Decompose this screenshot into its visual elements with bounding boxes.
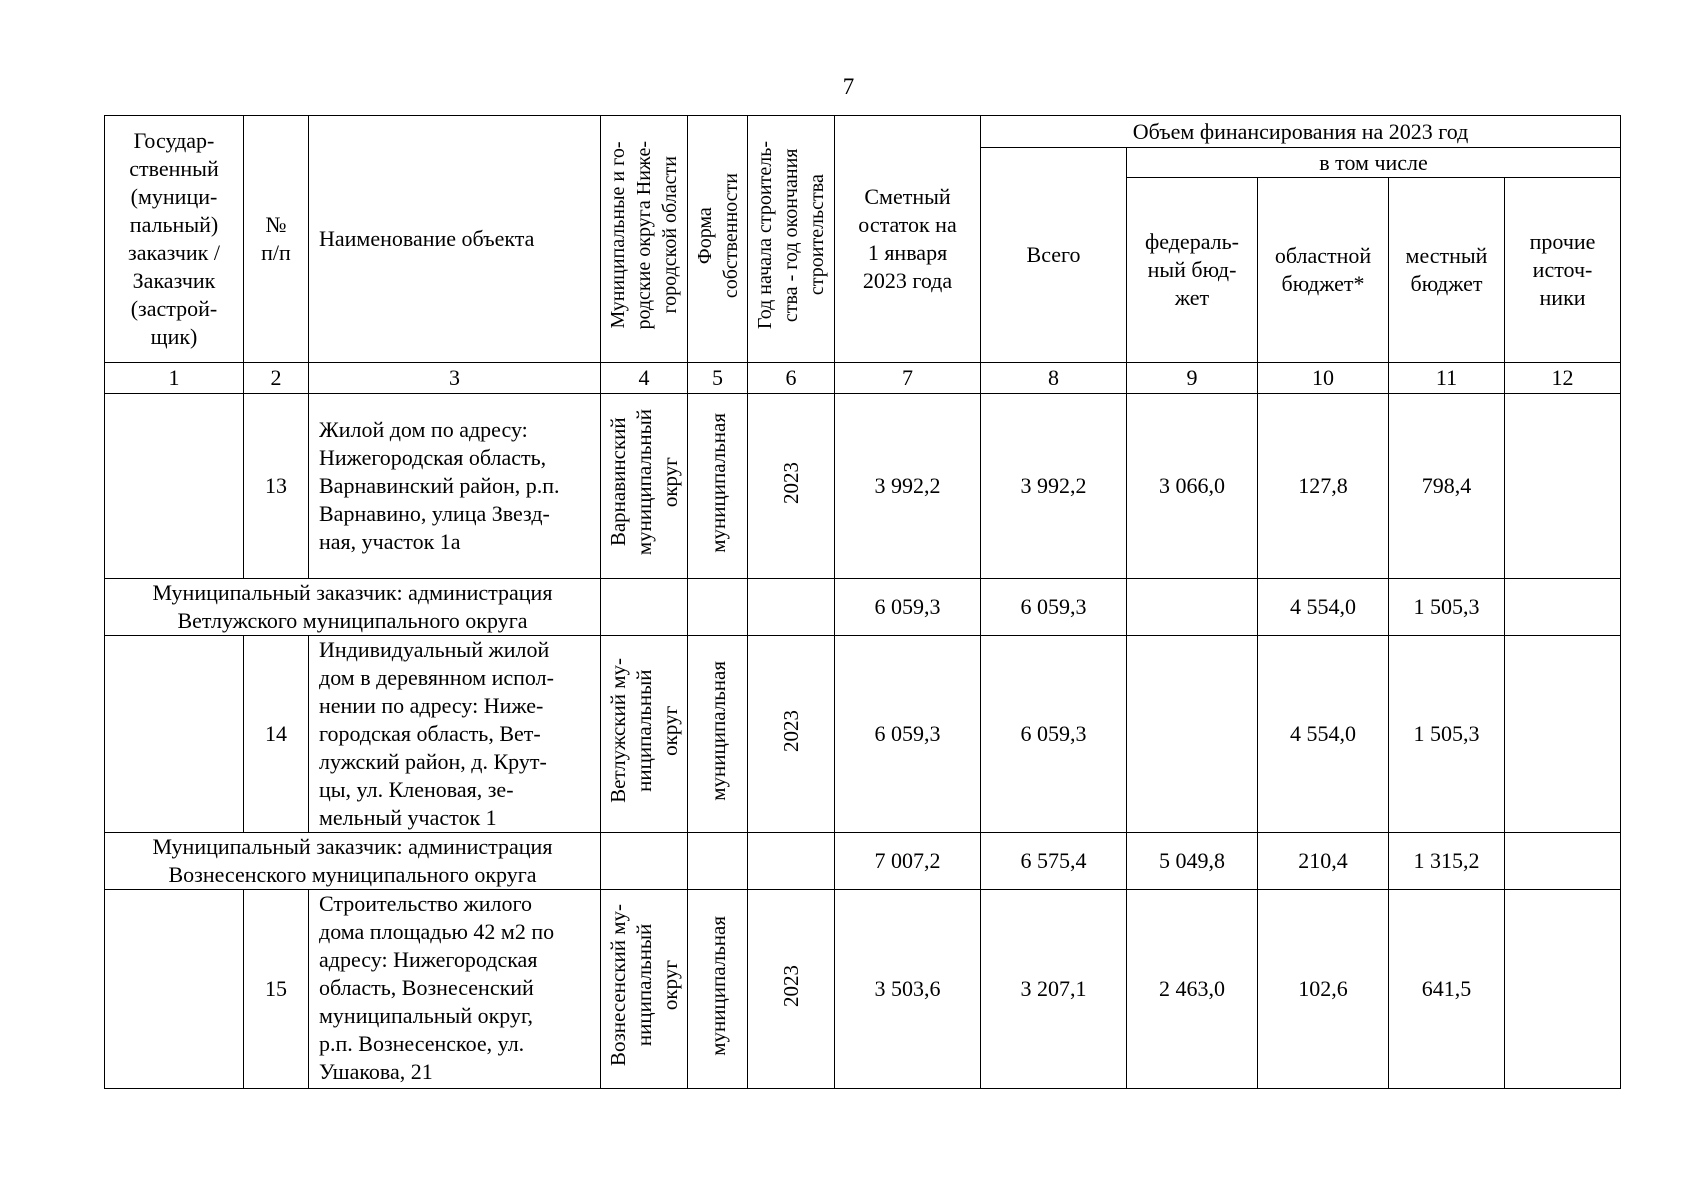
table-row-object-14 (105, 636, 1621, 833)
header-regional: областной бюджет* (1258, 178, 1389, 363)
cell-estimate: 6 059,3 (835, 636, 981, 833)
cell-total: 3 207,1 (981, 890, 1127, 1089)
cell-district (601, 833, 688, 890)
cell-total: 6 059,3 (981, 636, 1127, 833)
column-number: 2 (244, 363, 309, 394)
header-funding: Объем финансирования на 2023 год (981, 116, 1621, 148)
header-customer: Государ- ственный (муници- пальный) заказчик / Заказчик (застрой- щик) (105, 116, 244, 363)
cell-regional: 210,4 (1258, 833, 1389, 890)
column-numbers-row (105, 363, 1621, 394)
cell-other (1505, 890, 1621, 1089)
cell-federal: 5 049,8 (1127, 833, 1258, 890)
cell-local: 1 315,2 (1389, 833, 1505, 890)
cell-total: 6 575,4 (981, 833, 1127, 890)
cell-year (748, 579, 835, 636)
cell-local: 1 505,3 (1389, 579, 1505, 636)
cell-regional: 102,6 (1258, 890, 1389, 1089)
cell-ownership: муниципальная (688, 394, 748, 579)
cell-object-name: Строительство жилого дома площадью 42 м2 по адресу: Нижегородская область, Вознесенский муниципальный округ, р.п. Вознесенское, ул. Ушакова, 21 (309, 890, 601, 1089)
column-number: 4 (601, 363, 688, 394)
cell-other (1505, 579, 1621, 636)
column-number: 11 (1389, 363, 1505, 394)
financing-table (104, 115, 1621, 1089)
cell-year: 2023 (748, 394, 835, 579)
header-row-1 (105, 116, 1621, 148)
cell-total: 3 992,2 (981, 394, 1127, 579)
cell-district (601, 579, 688, 636)
cell-object-name: Индивидуальный жилой дом в деревянном испол- нении по адресу: Ниже- городская область, Вет- лужский район, д. Крут- цы, ул. Кленовая, зе- мельный участок 1 (309, 636, 601, 833)
cell-other (1505, 833, 1621, 890)
cell-local: 1 505,3 (1389, 636, 1505, 833)
table-row-object-15 (105, 890, 1621, 1089)
cell-ownership (688, 833, 748, 890)
header-local: местный бюджет (1389, 178, 1505, 363)
cell-ownership (688, 579, 748, 636)
column-number: 10 (1258, 363, 1389, 394)
cell-other (1505, 636, 1621, 833)
cell-customer (105, 890, 244, 1089)
column-number: 8 (981, 363, 1127, 394)
cell-total: 6 059,3 (981, 579, 1127, 636)
table-row-customer-vetluga (105, 579, 1621, 636)
header-total: Всего (981, 148, 1127, 363)
cell-regional: 4 554,0 (1258, 579, 1389, 636)
cell-other (1505, 394, 1621, 579)
cell-estimate: 3 503,6 (835, 890, 981, 1089)
header-years: Год начала строитель- ства - год окончания строительства (748, 116, 835, 363)
table-row-customer-voznesensk (105, 833, 1621, 890)
cell-district: Варнавинский муниципальный округ (601, 394, 688, 579)
header-including: в том числе (1127, 148, 1621, 178)
cell-regional: 4 554,0 (1258, 636, 1389, 833)
cell-customer-label: Муниципальный заказчик: администрация Ветлужского муниципального округа (105, 579, 601, 636)
header-ownership: Форма собственности (688, 116, 748, 363)
cell-customer (105, 394, 244, 579)
column-number: 7 (835, 363, 981, 394)
header-estimate: Сметный остаток на 1 января 2023 года (835, 116, 981, 363)
cell-num: 15 (244, 890, 309, 1089)
header-districts: Муниципальные и го- родские округа Ниже- городской области (601, 116, 688, 363)
column-number: 1 (105, 363, 244, 394)
cell-ownership: муниципальная (688, 636, 748, 833)
cell-object-name: Жилой дом по адресу: Нижегородская область, Варнавинский район, р.п. Варнавино, улица Звезд- ная, участок 1а (309, 394, 601, 579)
cell-local: 641,5 (1389, 890, 1505, 1089)
cell-district: Вознесенский му- ниципальный округ (601, 890, 688, 1089)
cell-num: 13 (244, 394, 309, 579)
page-number: 7 (842, 74, 855, 99)
header-federal: федераль- ный бюд- жет (1127, 178, 1258, 363)
column-number: 9 (1127, 363, 1258, 394)
cell-federal: 3 066,0 (1127, 394, 1258, 579)
cell-year (748, 833, 835, 890)
header-object-name: Наименование объекта (309, 116, 601, 363)
cell-num: 14 (244, 636, 309, 833)
cell-federal (1127, 579, 1258, 636)
cell-estimate: 6 059,3 (835, 579, 981, 636)
header-other: прочие источ- ники (1505, 178, 1621, 363)
cell-regional: 127,8 (1258, 394, 1389, 579)
cell-district: Ветлужский му- ниципальный округ (601, 636, 688, 833)
cell-year: 2023 (748, 890, 835, 1089)
cell-estimate: 3 992,2 (835, 394, 981, 579)
header-num: № п/п (244, 116, 309, 363)
column-number: 3 (309, 363, 601, 394)
cell-year: 2023 (748, 636, 835, 833)
column-number: 6 (748, 363, 835, 394)
cell-estimate: 7 007,2 (835, 833, 981, 890)
cell-local: 798,4 (1389, 394, 1505, 579)
cell-federal: 2 463,0 (1127, 890, 1258, 1089)
cell-customer-label: Муниципальный заказчик: администрация Вознесенского муниципального округа (105, 833, 601, 890)
table-row-object-13 (105, 394, 1621, 579)
column-number: 5 (688, 363, 748, 394)
cell-ownership: муниципальная (688, 890, 748, 1089)
cell-customer (105, 636, 244, 833)
cell-federal (1127, 636, 1258, 833)
column-number: 12 (1505, 363, 1621, 394)
